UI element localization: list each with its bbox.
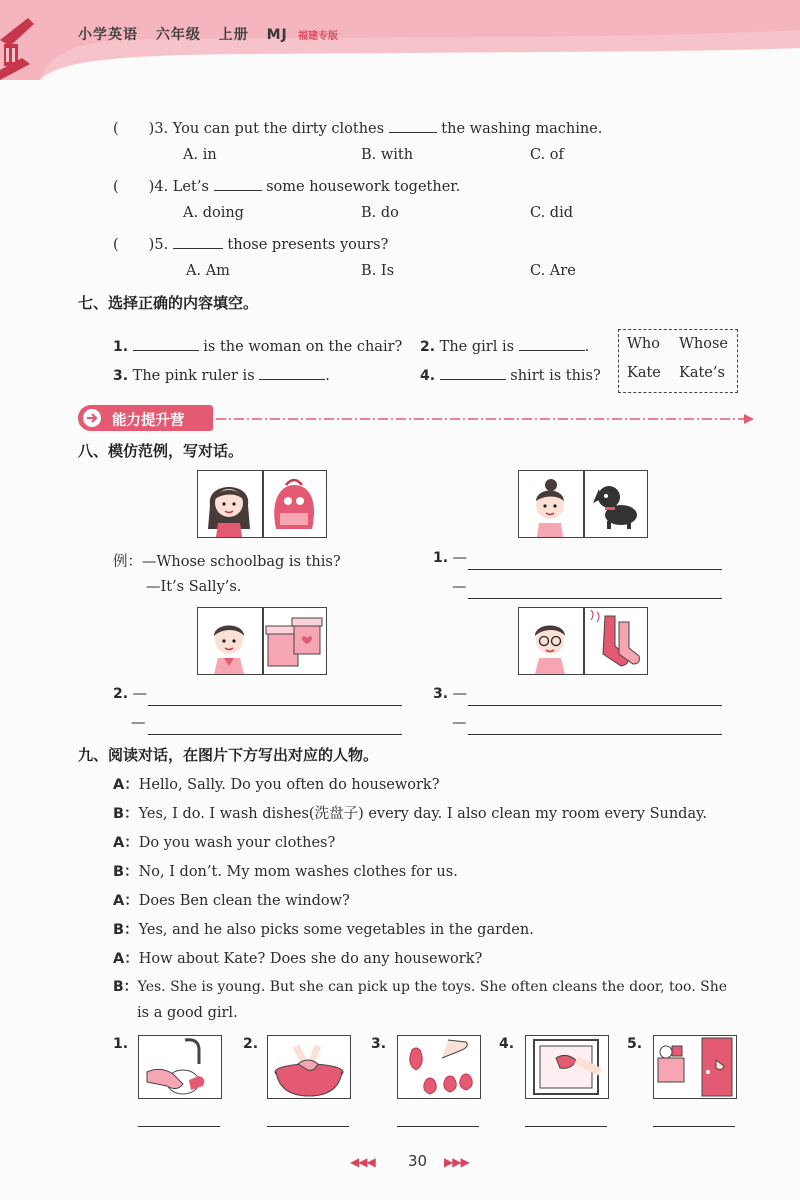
answer-line[interactable]: [468, 569, 722, 570]
answer-line[interactable]: [468, 598, 722, 599]
picture-clean-window: [525, 1035, 609, 1099]
q2-picture: [197, 607, 327, 675]
answer-line[interactable]: [468, 734, 722, 735]
option-b: B. with: [361, 147, 414, 163]
dash: —: [452, 715, 467, 731]
period: .: [325, 368, 330, 384]
s7-question-2: [420, 336, 589, 355]
dialogue-line: [113, 889, 350, 910]
banner-label: 能力提升营: [112, 413, 185, 429]
dialogue-line: [113, 831, 335, 852]
picture-number: 4.: [499, 1036, 515, 1052]
q3-line-1: [433, 686, 467, 702]
dialogue-line: [113, 947, 482, 968]
answer-line[interactable]: [525, 1126, 607, 1127]
dash: —: [452, 686, 468, 702]
girl-icon: [198, 471, 262, 537]
question-text: You can put the dirty clothes: [172, 121, 385, 137]
section-title: 八、模仿范例，写对话。: [78, 442, 244, 460]
dialogue-text: is a good girl.: [137, 1005, 238, 1021]
section-title: 九、阅读对话，在图片下方写出对应的人物。: [78, 746, 379, 764]
answer-paren: ): [148, 237, 155, 253]
word-box: [618, 329, 738, 393]
q3-picture: [518, 607, 648, 675]
option-a: A. Am: [186, 263, 230, 279]
dialogue-text: Do you wash your clothes?: [138, 835, 336, 851]
question-text: The girl is: [439, 339, 515, 355]
word-option: Whose: [679, 336, 728, 352]
option-a: A. in: [183, 147, 217, 163]
s7-question-4: [420, 365, 601, 384]
question-number: 3.: [154, 121, 169, 137]
dialogue-text: How about Kate? Does she do any housework?: [138, 951, 483, 967]
vegetables-icon: [398, 1036, 480, 1098]
option-c: C. Are: [530, 263, 576, 279]
answer-line[interactable]: [148, 734, 402, 735]
option-b: B. do: [361, 205, 399, 221]
dog-icon: [585, 471, 647, 537]
boy-icon: [198, 608, 262, 674]
boy-with-glasses-icon: [519, 608, 583, 674]
speaker: A：: [113, 893, 139, 909]
volume: 上册: [218, 27, 249, 43]
s7-question-3: [113, 365, 330, 384]
answer-paren: (: [113, 121, 119, 137]
question-text: some housework together.: [266, 179, 461, 195]
example-dialogue: [113, 550, 341, 571]
fill-blank[interactable]: [259, 365, 325, 380]
dialogue-line: [113, 860, 458, 881]
picture-number: 2.: [243, 1036, 259, 1052]
picture-wash-clothes: [267, 1035, 351, 1099]
option-a: A. doing: [183, 205, 244, 221]
dash: —: [131, 715, 146, 731]
option-b: B. Is: [361, 263, 395, 279]
answer-paren: (: [113, 179, 119, 195]
picture-number: 5.: [627, 1036, 643, 1052]
question-number: 1.: [433, 550, 449, 566]
next-arrows-icon: ▶▶▶: [444, 1155, 469, 1169]
fill-blank[interactable]: [389, 118, 437, 133]
question-text: the washing machine.: [441, 121, 603, 137]
speaker: B：: [113, 922, 139, 938]
speaker: B：: [113, 979, 138, 995]
wash-clothes-icon: [268, 1036, 350, 1098]
question-number: 4.: [154, 179, 169, 195]
option-c: C. of: [530, 147, 564, 163]
fill-blank[interactable]: [214, 176, 262, 191]
example-question: —Whose schoolbag is this?: [142, 554, 341, 570]
answer-line[interactable]: [468, 705, 722, 706]
page-number: 30: [408, 1152, 428, 1170]
dash: —: [132, 686, 148, 702]
question-text: The pink ruler is: [132, 368, 255, 384]
q2-line-1: [113, 686, 147, 702]
edition-badge: 福建专版: [298, 31, 338, 42]
dialogue-text: Yes, and he also picks some vegetables in the garden.: [138, 922, 534, 938]
question-number: 3.: [433, 686, 449, 702]
question-number: 1.: [113, 339, 129, 355]
schoolbag-icon: [264, 471, 326, 537]
speaker: A：: [113, 951, 139, 967]
picture-wash-dishes: [138, 1035, 222, 1099]
answer-line[interactable]: [267, 1126, 349, 1127]
fill-blank[interactable]: [440, 365, 506, 380]
dialogue-line: [113, 773, 440, 794]
dialogue-text: Yes, I do. I wash dishes(洗盘子) every day. I also clean my room every Sunday.: [138, 806, 707, 822]
version: MJ: [266, 27, 288, 43]
dialogue-line: [113, 976, 727, 996]
picture-number: 3.: [371, 1036, 387, 1052]
question-number: 2.: [420, 339, 436, 355]
example-answer: —It’s Sally’s.: [146, 579, 242, 595]
option-c: C. did: [530, 205, 573, 221]
answer-paren: (: [113, 237, 119, 253]
answer-paren: ): [148, 121, 155, 137]
example-picture: [197, 470, 327, 538]
speaker: A：: [113, 777, 139, 793]
word-option: Kate’s: [679, 365, 725, 381]
arrow-badge-icon: [82, 408, 106, 428]
speaker: B：: [113, 806, 139, 822]
dialogue-line: [113, 802, 707, 823]
answer-paren: ): [148, 179, 155, 195]
question-text: Let’s: [172, 179, 209, 195]
book-name: 小学英语: [78, 27, 138, 43]
dash: —: [452, 550, 468, 566]
q1-line-1: [433, 550, 467, 566]
socks-icon: [585, 608, 647, 674]
banner-dash-line: [216, 412, 761, 426]
answer-line[interactable]: [397, 1126, 479, 1127]
dialogue-text: Does Ben clean the window?: [138, 893, 350, 909]
question-number: 5.: [154, 237, 169, 253]
speaker: A：: [113, 835, 139, 851]
door-toys-icon: [654, 1036, 736, 1098]
answer-line[interactable]: [653, 1126, 735, 1127]
picture-clean-door-toys: [653, 1035, 737, 1099]
dialogue-line: [113, 918, 534, 939]
q1-picture: [518, 470, 648, 538]
question-number: 3.: [113, 368, 129, 384]
window-icon: [526, 1036, 608, 1098]
dialogue-text: Hello, Sally. Do you often do housework?: [138, 777, 440, 793]
speaker: B：: [113, 864, 139, 880]
fill-blank[interactable]: [173, 234, 223, 249]
answer-line[interactable]: [148, 705, 402, 706]
gift-boxes-icon: [264, 608, 326, 674]
question-number: 4.: [420, 368, 436, 384]
question-5: [113, 234, 388, 253]
fill-blank[interactable]: [133, 336, 199, 351]
word-option: Who: [627, 336, 660, 352]
picture-number: 1.: [113, 1036, 129, 1052]
question-text: is the woman on the chair?: [203, 339, 403, 355]
wash-dishes-icon: [139, 1036, 221, 1098]
dialogue-text: Yes. She is young. But she can pick up the toys. She often cleans the door, too. She: [137, 979, 728, 995]
prev-arrows-icon: ◀◀◀: [350, 1155, 375, 1169]
question-4: [113, 176, 460, 195]
dash: —: [452, 579, 467, 595]
dialogue-text: No, I don’t. My mom washes clothes for us.: [138, 864, 458, 880]
fill-blank[interactable]: [519, 336, 585, 351]
question-3: [113, 118, 602, 137]
section-title: 七、选择正确的内容填空。: [78, 294, 259, 312]
girl-icon: [519, 471, 583, 537]
question-number: 2.: [113, 686, 129, 702]
question-text: those presents yours?: [227, 237, 389, 253]
answer-line[interactable]: [138, 1126, 220, 1127]
s7-question-1: [113, 336, 402, 355]
period: .: [584, 339, 590, 355]
example-label: 例：: [113, 554, 142, 570]
grade: 六年级: [155, 27, 201, 43]
book-title: [78, 24, 300, 44]
question-text: shirt is this?: [510, 368, 601, 384]
picture-pick-vegetables: [397, 1035, 481, 1099]
word-option: Kate: [627, 365, 661, 381]
